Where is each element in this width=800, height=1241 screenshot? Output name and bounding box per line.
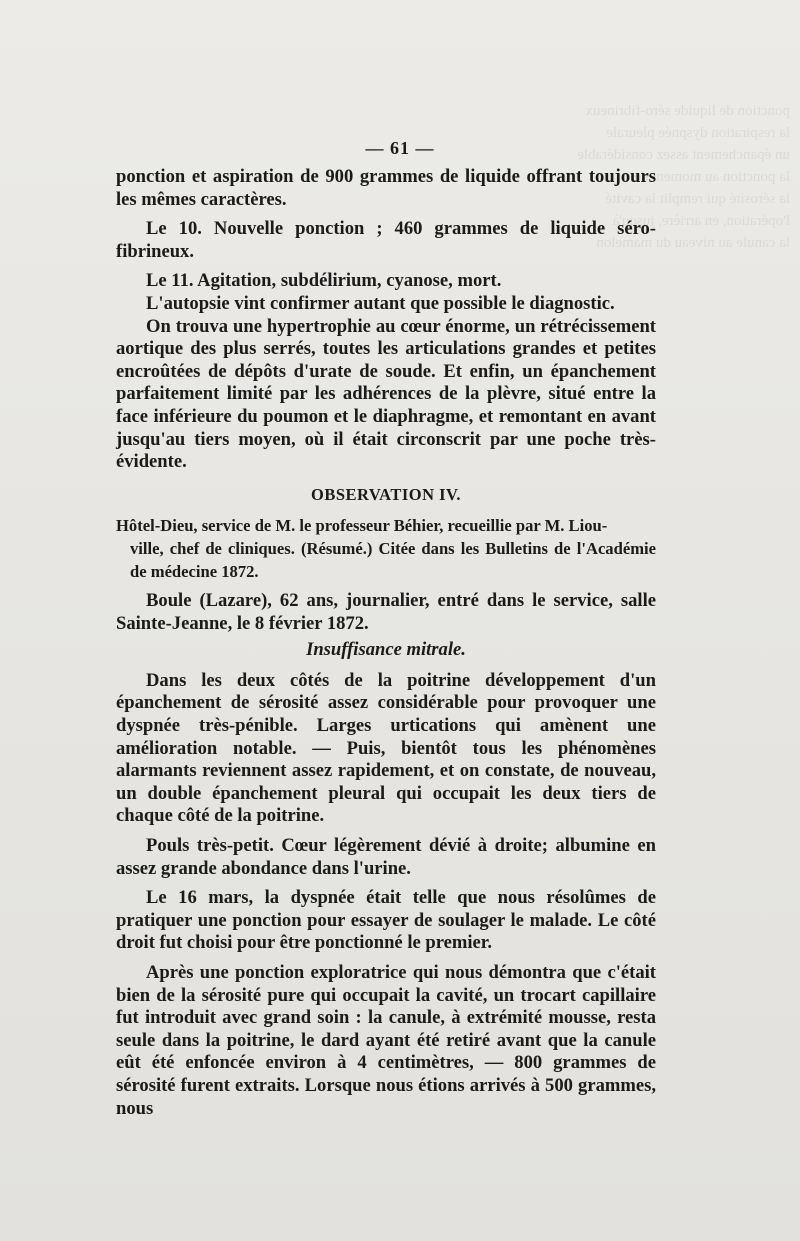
paragraph: Dans les deux côtés de la poitrine développement d'un épanchement de sérosité assez considérable pour provoquer une dyspnée très-pénible. Larges urtications qui amènent une amélioration notable. — Puis, bientôt tous les phénomènes alarmants reviennent assez rapidement, et on constate, de nouveau, un double épanchement pleural qui occupait les deux tiers de chaque côté de la poitrine. [116, 669, 656, 827]
paragraph: Le 11. Agitation, subdélirium, cyanose, mort. [146, 270, 502, 292]
paragraph: Boule (Lazare), 62 ans, journalier, entré dans le service, salle Sainte-Jeanne, le 8 février 1872. [116, 590, 656, 634]
body-text [116, 166, 656, 1120]
section-heading: OBSERVATION IV. [311, 484, 461, 504]
show-through-texture: ponction de liquide séro-fibrineux la respiration dyspnée pleurale un épanchement assez considérable la ponction au moment de la sérosité qui remplit la cavité l'opération, en arrière, jusqu'à la canule au niveau du mamelon [577, 103, 790, 251]
section-subtitle: Insuffisance mitrale. [306, 639, 466, 661]
byline-first: Hôtel-Dieu, service de M. le professeur Béhier, recueillie par M. Liou- [116, 516, 608, 536]
paragraph: Le 10. Nouvelle ponction ; 460 grammes de liquide séro-fibrineux. [116, 218, 656, 262]
paragraph: On trouva une hypertrophie au cœur énorme, un rétrécissement aortique des plus serrés, toutes les articulations grandes et petites encroûtées de dépôts d'urate de soude. Et enfin, un épanchement parfaitement limité par les adhérences de la plèvre, situé entre la face inférieure du poumon et le diaphragme, et remontant en avant jusqu'au tiers moyen, où il était circonscrit par une poche très-évidente. [116, 315, 656, 473]
page-number: — 61 — [365, 138, 435, 158]
paragraph: Pouls très-petit. Cœur légèrement dévié à droite; albumine en assez grande abondance dans l'urine. [116, 835, 656, 879]
paragraph: L'autopsie vint confirmer autant que possible le diagnostic. [146, 292, 615, 314]
paragraph: ponction et aspiration de 900 grammes de liquide offrant toujours les mêmes caractères. [116, 166, 656, 210]
paragraph: Après une ponction exploratrice qui nous démontra que c'était bien de la sérosité pure qui occupait la cavité, un trocart capillaire fut introduit avec grand soin : la canule, à extrémité mousse, resta seule dans la poitrine, le dard ayant été retiré avant que la canule eût été enfoncée environ à 4 centimètres, — 800 grammes de sérosité furent extraits. Lorsque nous étions arrivés à 500 grammes, nous [116, 962, 656, 1119]
byline-continuation: ville, chef de cliniques. (Résumé.) Citée dans les Bulletins de l'Académie de médecine 1872. [130, 538, 656, 581]
paragraph: Le 16 mars, la dyspnée était telle que nous résolûmes de pratiquer une ponction pour essayer de soulager le malade. Le côté droit fut choisi pour être ponctionné le premier. [116, 887, 656, 954]
